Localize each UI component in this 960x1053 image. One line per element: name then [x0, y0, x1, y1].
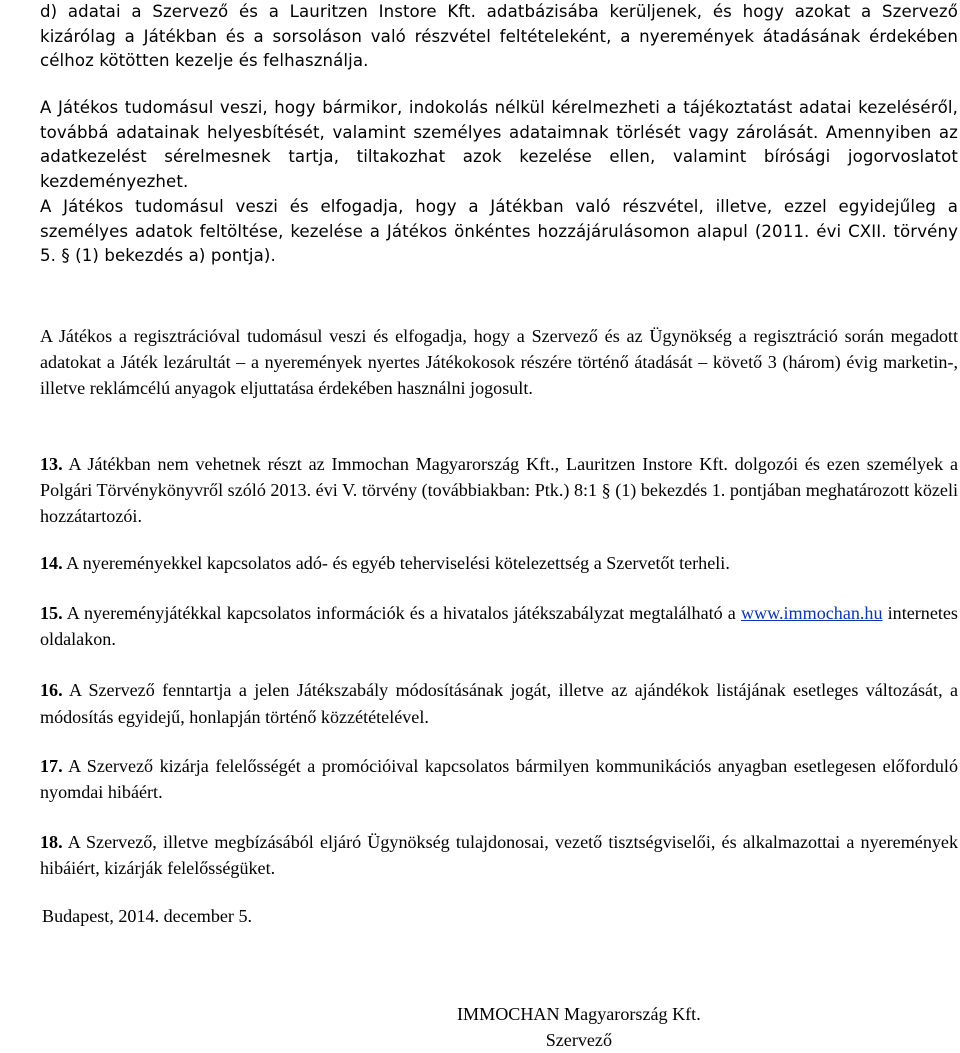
- section-13: [40, 451, 958, 529]
- place-date: Budapest, 2014. december 5.: [42, 906, 253, 926]
- consent-paragraph: A Játékos tudomásul veszi és elfogadja, hogy a Játékban való részvétel, illetve, ezzel egyidejűleg a személyes adatok feltöltése, kezelése a Játékos önkéntes hozzájárulásomon alapul (2011. évi CXII. törvény 5. § (1) bekezdés a) pontja).: [40, 197, 958, 265]
- section-14-number: 14.: [40, 553, 63, 573]
- section-16-number: 16.: [40, 680, 63, 700]
- section-15-number: 15.: [40, 603, 63, 623]
- section-18-text: A Szervező, illetve megbízásából eljáró Ügynökség tulajdonosai, vezető tisztségviselői, és alkalmazottai a nyeremények hibáiért, kizárják felelősségüket.: [40, 832, 958, 878]
- signature-block: [457, 1001, 701, 1053]
- clause-d-paragraph: d) adatai a Szervező és a Lauritzen Instore Kft. adatbázisába kerüljenek, és hogy azokat a Szervező kizárólag a Játékban és a sorsoláson való részvétel feltételeként, a nyeremények átadásának érdekében célhoz kötötten kezelje és felhasználja.: [40, 2, 958, 70]
- signature-role: Szervező: [545, 1030, 613, 1050]
- section-17-number: 17.: [40, 756, 63, 776]
- section-15-text: A nyereményjátékkal kapcsolatos információk és a hivatalos játékszabályzat megtalálható a: [66, 603, 736, 623]
- section-17: [40, 753, 958, 805]
- section-14: [40, 551, 958, 575]
- section-16: [40, 677, 958, 731]
- section-17-text: A Szervező kizárja felelősségét a promócióival kapcsolatos bármilyen kommunikációs anyagban esetlegesen előforduló nyomdai hibáért.: [40, 756, 958, 802]
- section-14-text: A nyereményekkel kapcsolatos adó- és egyéb teherviselési kötelezettség a Szervetőt terheli.: [66, 553, 730, 573]
- section-15-text-after: internetes oldalakon.: [40, 603, 958, 649]
- section-16-text: A Szervező fenntartja a jelen Játékszabály módosításának jogát, illetve az ajándékok listájának esetleges változását, a módosítás egyidejű, honlapján történő közzétételével.: [40, 680, 958, 727]
- section-13-number: 13.: [40, 454, 63, 474]
- section-18-number: 18.: [40, 832, 63, 852]
- section-13-text: A Játékban nem vehetnek részt az Immochan Magyarország Kft., Lauritzen Instore Kft. dolgozói és ezen személyek a Polgári Törvénykönyvről szóló 2013. évi V. törvény (továbbiakban: Ptk.) 8:1 § (1) bekezdés 1. pontjában meghatározott közeli hozzátartozói.: [40, 454, 958, 526]
- section-18: [40, 829, 958, 881]
- marketing-paragraph: A Játékos a regisztrációval tudomásul veszi és elfogadja, hogy a Szervező és az Ügynökség a regisztráció során megadott adatokat a Játék lezárultát – a nyeremények nyertes Játékokosok részére történő átadását – követő 3 (három) évig marketin-, illetve reklámcélú anyagok eljuttatása érdekében használni jogosult.: [40, 326, 958, 398]
- signature-company: IMMOCHAN Magyarország Kft.: [457, 1004, 701, 1024]
- section-15: [40, 600, 958, 652]
- immochan-website-link[interactable]: www.immochan.hu: [740, 603, 883, 623]
- data-rights-paragraph: A Játékos tudomásul veszi, hogy bármikor, indokolás nélkül kérelmezheti a tájékoztatást adatai kezeléséről, továbbá adatainak helyesbítését, valamint személyes adataimnak törlését vagy zárolását. Amennyiben az adatkezelést sérelmesnek tartja, tiltakozhat azok kezelése ellen, valamint bírósági jogorvoslatot kezdeményezhet.: [40, 98, 958, 191]
